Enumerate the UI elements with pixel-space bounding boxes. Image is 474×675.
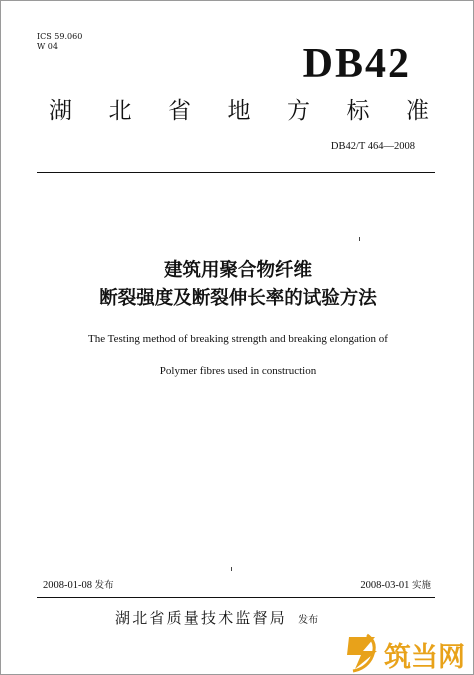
- registration-tick-mark: [231, 567, 232, 571]
- standard-type-heading: [49, 97, 429, 125]
- implementation-date-value: 2008-03-01: [360, 580, 410, 591]
- standard-type-char: 标: [346, 98, 370, 124]
- title-english-line-2: Polymer fibres used in construction: [159, 365, 317, 377]
- registration-tick-mark: [359, 237, 360, 241]
- bottom-divider: [37, 597, 435, 598]
- issuing-authority-label: 发布: [298, 615, 319, 626]
- site-watermark: [343, 629, 465, 673]
- implementation-date-label: 实施: [411, 580, 431, 591]
- title-english-line-1: The Testing method of breaking strength and breaking elongation of: [88, 333, 388, 345]
- ics-code: ICS 59.060: [37, 32, 83, 41]
- issue-date-value: 2008-01-08: [43, 580, 92, 591]
- title-chinese-line-2: 断裂强度及断裂伸长率的试验方法: [99, 288, 377, 309]
- watermark-text: 筑当网: [384, 642, 465, 673]
- standard-type-char: 湖: [49, 98, 72, 124]
- title-chinese-line-1: 建筑用聚合物纤维: [163, 260, 312, 281]
- standard-type-char: 北: [108, 98, 132, 124]
- classification-codes: [37, 32, 82, 52]
- standard-type-char: 准: [406, 98, 429, 124]
- standard-number: DB42/T 464—2008: [330, 141, 415, 152]
- standard-prefix-logo: DB42: [302, 41, 411, 87]
- issue-date: [43, 577, 114, 591]
- top-divider: [37, 172, 435, 173]
- issuing-authority: [115, 607, 318, 628]
- implementation-date: [360, 577, 431, 591]
- issuing-authority-name: 湖北省质量技术监督局: [115, 609, 288, 627]
- standard-type-char: 地: [227, 98, 251, 124]
- standard-type-char: 方: [287, 98, 310, 124]
- standard-type-char: 省: [168, 98, 191, 124]
- watermark-logo-icon: [343, 629, 383, 673]
- industry-code: W 04: [37, 42, 58, 51]
- issue-date-label: 发布: [94, 580, 114, 591]
